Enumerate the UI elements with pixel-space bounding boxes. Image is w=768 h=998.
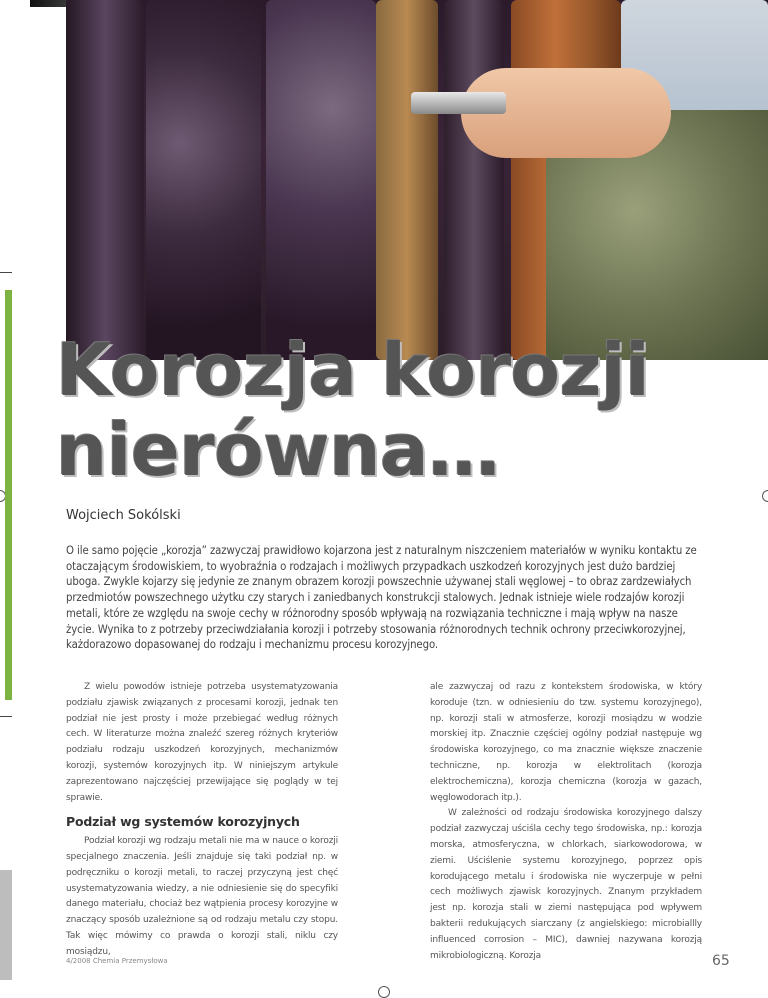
photo-pipe-3 [266, 0, 376, 360]
crop-mark-left-bottom [0, 716, 12, 717]
article-title-line-2: nierówna… [56, 408, 500, 492]
text-column-left [66, 680, 338, 961]
side-gray-tab [0, 870, 12, 980]
photo-pipe-4 [376, 0, 438, 360]
photo-knife [411, 92, 506, 114]
paragraph-systems: Podział korozji wg rodzaju metali nie ma w nauce o korozji specjalnego znaczenia. Jeśli znajduje się taki podział np. w podręczniku o korozji metali, to raczej przyczyną jest chęć usystematyzowania wiedzy, a nie odniesienie się do specyfiki danego materiału, chociaż bez wątpienia procesy korozyjne w znaczący sposób uzależnione są od rodzaju metalu czy stopu. Tak więc mówimy co prawda o korozji stali, niklu czy mosiądzu, [66, 836, 338, 957]
photo-pipe-5 [444, 0, 504, 360]
crop-mark-left-top [0, 272, 12, 273]
hero-photo-corroded-pipes [66, 0, 768, 360]
accent-side-strip [5, 290, 12, 700]
page-number: 65 [712, 953, 730, 969]
paragraph-intro: Z wielu powodów istnieje potrzeba usystematyzowania podziału zjawisk związanych z procesami korozji, jednak ten podział nie jest prosty i może przebiegać według różnych cech. W literaturze można znaleźć szereg różnych kryteriów podziału rodzaju uszkodzeń korozyjnych, mechanizmów korozji, systemów korozyjnych itp. W niniejszym artykule zaprezentowano najczęściej przewijające się poglądy w tej sprawie. [66, 682, 338, 803]
article-title [56, 330, 649, 490]
photo-pipe-2 [146, 0, 261, 360]
section-heading: Podział wg systemów korozyjnych [66, 814, 300, 830]
text-column-right [430, 680, 702, 964]
registration-mark-right [762, 490, 768, 502]
paragraph-corrosion-types: W zależności od rodzaju środowiska korozyjnego dalszy podział zazwyczaj uściśla cechy tego środowiska, np.: korozja morska, atmosferyczna, w chlorkach, siarkowodorowa, w ziemi. Uściślenie systemu korozyjnego, poprzez opis korodującego metalu i środowiska nie wyczerpuje w pełni cech możliwych zjawisk korozyjnych. Znanym przykładem jest np. korozja stali w ziemi następująca pod wpływem bakterii redukujących siarczany (z angielskiego: microbiallly influenced corrosion – MIC), dawniej nazywana korozją mikrobiologiczną. Korozja [430, 808, 702, 961]
photo-pipe-1 [66, 0, 144, 360]
footer-journal: 4/2008 Chemia Przemysłowa [66, 957, 168, 965]
article-lead: O ile samo pojęcie „korozja” zazwyczaj prawidłowo kojarzona jest z naturalnym niszczeniem materiałów w wyniku kontaktu ze otaczającym środowiskiem, to wyobraźnia o rodzajach i możliwych przypadkach uszkodzeń korozyjnych jest dużo bardziej uboga. Zwykle kojarzy się jedynie ze znanym obrazem korozji powszechnie używanej stali węglowej – to obraz zardzewiałych przedmiotów powszechnego użytku czy starych i zaniedbanych konstrukcji stalowych. Jednak istnieje wiele rodzajów korozji metali, które ze względu na swoje cechy w różnorodny sposób wpływają na rozwiązania techniczne i mają wpływ na nasze życie. Wynika to z potrzeby przeciwdziałania korozji i potrzeby stosowania różnorodnych technik ochrony przeciwkorozyjnej, każdorazowo dopasowanej do rodzaju i mechanizmu procesu korozyjnego. [66, 544, 697, 652]
paragraph-environment: ale zazwyczaj od razu z kontekstem środowiska, w który koroduje (tzn. w odniesieniu do tzw. systemu korozyjnego), np. korozji stali w atmosferze, korozji mosiądzu w wodzie morskiej itp. Znacznie częściej ogólny podział następuje wg środowiska korozyjnego, co ma znacznie większe znaczenie techniczne, np. korozja w elektrolitach (korozja elektrochemiczna), korozja chemiczna (korozja w gazach, węglowodorach itp.). [430, 682, 702, 803]
article-author: Wojciech Sokólski [66, 508, 181, 523]
article-title-line-1: Korozja korozji [56, 328, 650, 412]
registration-mark-bottom [378, 986, 390, 998]
